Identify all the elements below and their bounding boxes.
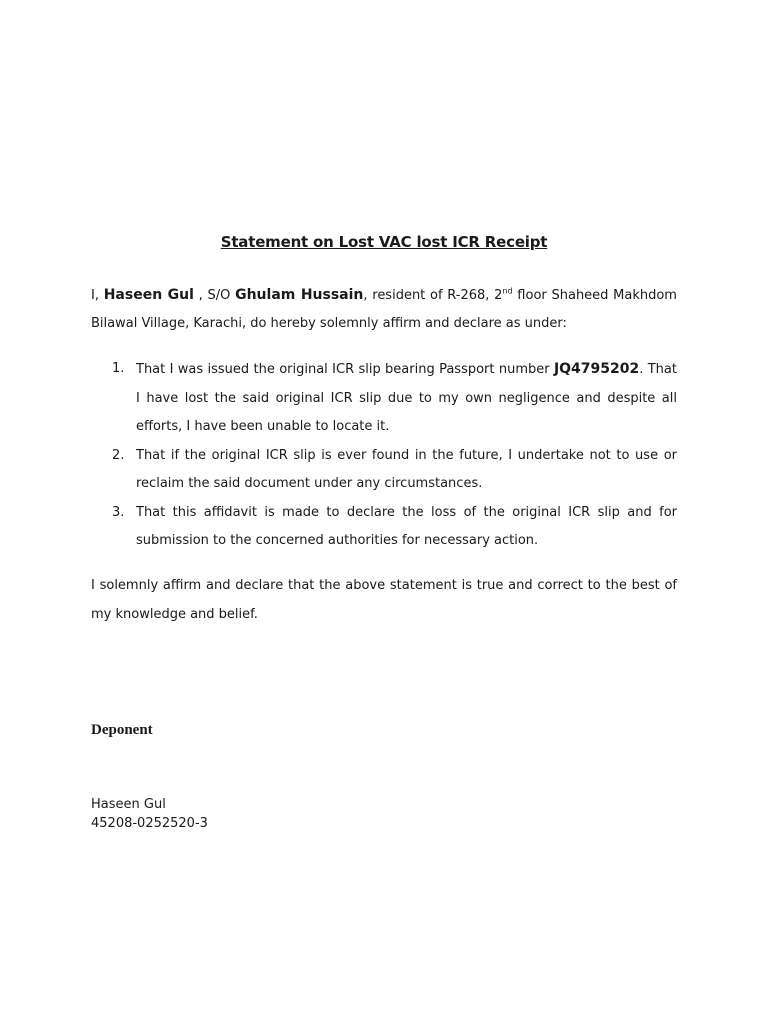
list-item <box>91 442 677 499</box>
son-of-label: , S/O <box>193 288 236 303</box>
declaration-list <box>91 355 677 556</box>
list-item-number: 3. <box>112 504 125 520</box>
intro-prefix: I, <box>91 288 104 303</box>
intro-paragraph <box>91 281 677 338</box>
list-item-text: . That I have lost the said original ICR slip due to my own negligence and despite all efforts, I have been unable to locate it. <box>136 362 677 434</box>
signatory-name: Haseen Gul <box>91 797 166 812</box>
list-item <box>91 499 677 556</box>
list-item <box>91 355 677 442</box>
address-part-2: floor Shaheed Makhdom Bilawal Village, Karachi, do hereby solemnly affirm and declare as under: <box>91 288 677 331</box>
closing-paragraph: I solemnly affirm and declare that the above statement is true and correct to the best of my knowledge and belief. <box>91 578 677 622</box>
list-item-number: 2. <box>112 447 125 463</box>
passport-number: JQ4795202 <box>553 361 640 377</box>
list-item-text: That I was issued the original ICR slip bearing Passport number <box>136 362 554 377</box>
list-item-text: That this affidavit is made to declare the loss of the original ICR slip and for submission to the concerned authorities for necessary action. <box>136 504 677 548</box>
ordinal-suffix: nd <box>502 286 513 296</box>
list-item-text: That if the original ICR slip is ever found in the future, I undertake not to use or reclaim the said document under any circumstances. <box>136 447 677 491</box>
document-title: Statement on Lost VAC lost ICR Receipt <box>220 233 548 251</box>
list-item-number: 1. <box>112 361 125 376</box>
father-name: Ghulam Hussain <box>235 287 364 303</box>
deponent-label: Deponent <box>91 722 153 738</box>
deponent-name: Haseen Gul <box>103 287 194 303</box>
address-part-1: , resident of R-268, 2 <box>363 288 503 303</box>
signatory-id-number: 45208-0252520-3 <box>91 816 208 831</box>
